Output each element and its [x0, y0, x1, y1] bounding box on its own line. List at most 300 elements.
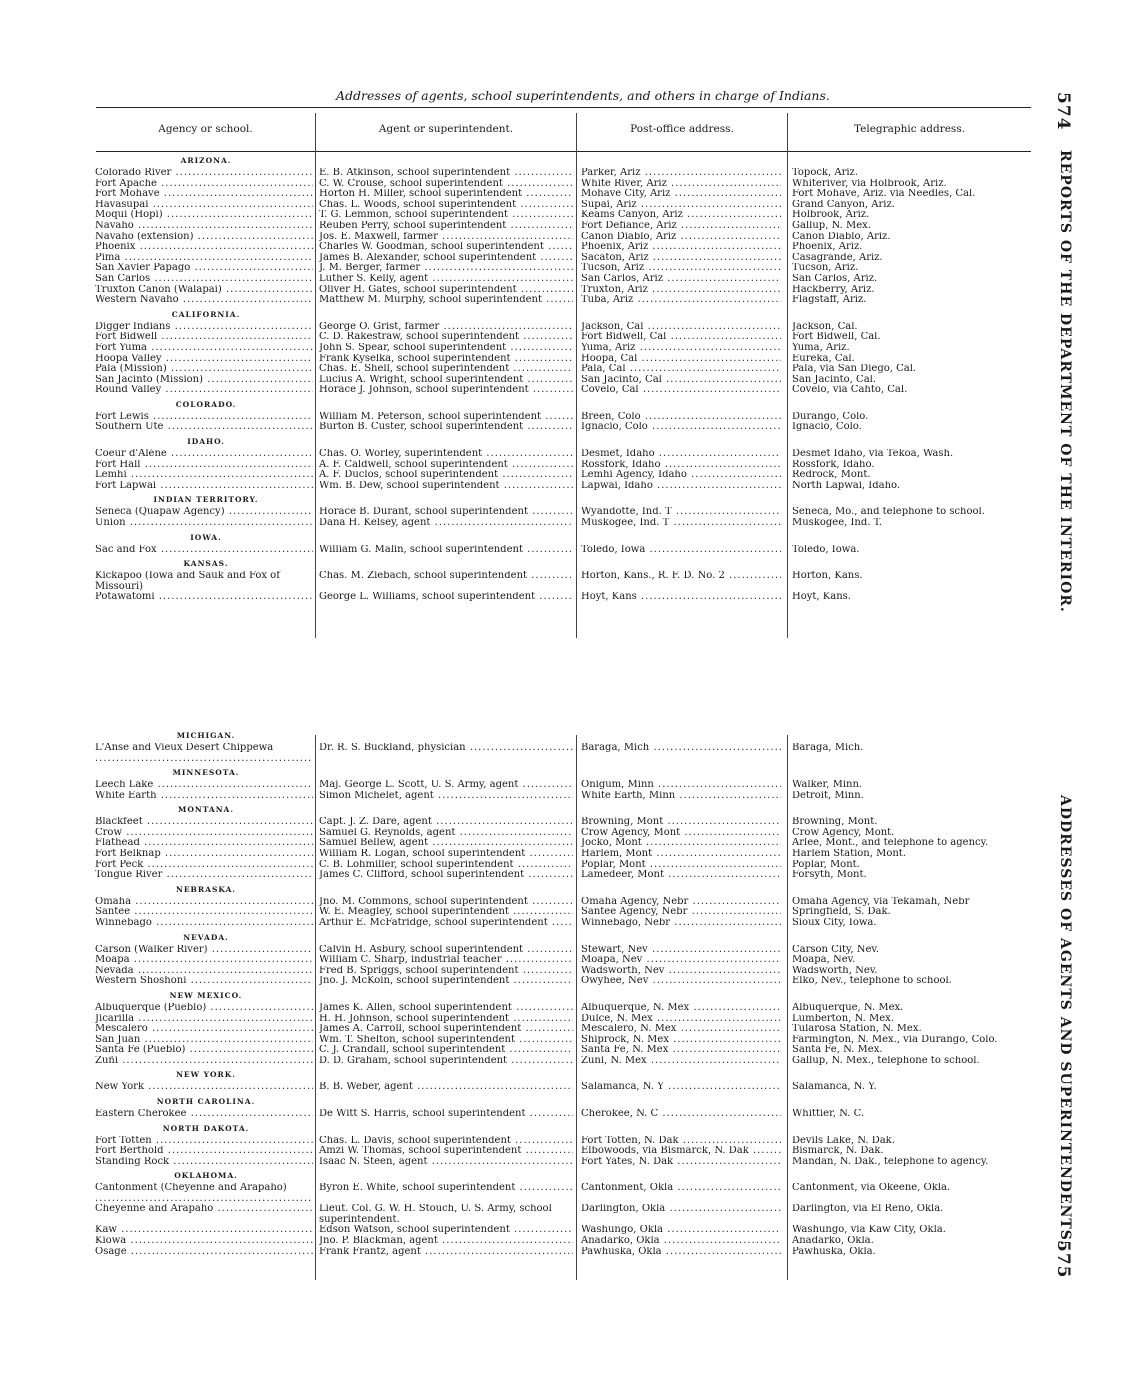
- agent-cell: B. B. Weber, agent .....: [319, 1082, 573, 1093]
- table-row: [95, 1183, 951, 1204]
- agent-cell: Frank Kyselka, school superintendent .....: [319, 354, 573, 365]
- agency-cell: Fort Bidwell .....: [95, 332, 313, 343]
- telegraph-cell: Hackberry, Ariz.: [792, 284, 875, 295]
- agency-cell: Western Shoshoni .....: [95, 976, 313, 987]
- table-row: [95, 321, 858, 333]
- table-row: [95, 1204, 944, 1226]
- table-row: [95, 1109, 865, 1120]
- agent-cell: T. G. Lemmon, school superintendent .....: [319, 210, 573, 221]
- table-row: [95, 374, 877, 386]
- post-office-cell: Pala, Cal .....: [581, 364, 781, 375]
- agent-cell: Fred B. Spriggs, school superintendent .....: [319, 966, 573, 977]
- state-heading: MONTANA.: [178, 805, 234, 815]
- agency-cell: Blackfeet .....: [95, 817, 313, 828]
- table-row: [95, 1236, 874, 1247]
- telegraph-cell: San Carlos, Ariz.: [792, 273, 878, 284]
- state-heading: CALIFORNIA.: [171, 309, 241, 319]
- agency-cell: San Carlos .....: [95, 274, 313, 285]
- table-caption: Addresses of agents, school superintendents, and others in charge of Indians.: [336, 88, 830, 103]
- agent-cell: Horace J. Johnson, school superintendent .....: [319, 385, 573, 396]
- table-row: [95, 411, 869, 423]
- post-office-cell: Parker, Ariz .....: [581, 168, 781, 179]
- agency-cell: Zuñi .....: [95, 1056, 313, 1067]
- telegraph-cell: Rossfork, Idaho.: [792, 459, 875, 470]
- table-row: [95, 965, 878, 977]
- table-row: [95, 544, 860, 556]
- table-row: [95, 189, 976, 200]
- table-row: [95, 1034, 998, 1046]
- post-office-cell: Lemhi Agency, Idaho .....: [581, 470, 781, 481]
- agency-cell: Cantonment (Cheyenne and Arapaho) .....: [95, 1183, 313, 1204]
- agency-cell: Phoenix .....: [95, 242, 313, 253]
- top-rule: [96, 107, 1031, 108]
- table-row: [95, 1045, 883, 1056]
- header-post-office: Post-office address.: [630, 123, 734, 135]
- telegraph-cell: Gallup, N. Mex., telephone to school.: [792, 1055, 980, 1066]
- page-number-left: 574: [1053, 92, 1073, 131]
- post-office-cell: Darlington, Okla .....: [581, 1204, 781, 1215]
- column-divider: [576, 113, 577, 638]
- table-row: [95, 859, 860, 871]
- table-row: [95, 896, 970, 908]
- agent-cell: Arthur E. McFatridge, school superintendent .....: [319, 918, 573, 929]
- post-office-cell: Horton, Kans., R. F. D. No. 2 .....: [581, 571, 781, 582]
- post-office-cell: San Jacinto, Cal .....: [581, 375, 781, 386]
- agent-cell: C. J. Crandall, school superintendent .....: [319, 1045, 573, 1056]
- agent-cell: Chas. M. Ziebach, school superintendent .....: [319, 571, 573, 582]
- agency-cell: Eastern Cherokee .....: [95, 1109, 313, 1120]
- post-office-cell: Lapwai, Idaho .....: [581, 481, 781, 492]
- agent-cell: Chas. E. Shell, school superintendent .....: [319, 364, 573, 375]
- agency-cell: Flathead .....: [95, 838, 313, 849]
- agency-cell: Nevada .....: [95, 966, 313, 977]
- state-heading: IDAHO.: [187, 437, 225, 447]
- post-office-cell: Phoenix, Ariz .....: [581, 242, 781, 253]
- agent-cell: Maj. George L. Scott, U. S. Army, agent .....: [319, 780, 573, 791]
- agency-cell: San Xavier Papago .....: [95, 263, 313, 274]
- agency-cell: Santa Fe (Pueblo) .....: [95, 1045, 313, 1056]
- agency-cell: Colorado River .....: [95, 168, 313, 179]
- telegraph-cell: San Jacinto, Cal.: [792, 374, 877, 385]
- running-head-addresses: ADDRESSES OF AGENTS AND SUPERINTENDENTS.: [1057, 795, 1073, 1247]
- header-telegraphic: Telegraphic address.: [853, 123, 966, 135]
- agency-cell: Digger Indians .....: [95, 322, 313, 333]
- telegraph-cell: North Lapwai, Idaho.: [792, 480, 901, 491]
- table-row: [95, 199, 895, 211]
- agent-cell: Jos. E. Maxwell, farmer .....: [319, 232, 573, 243]
- table-row: [95, 1146, 884, 1157]
- post-office-cell: Canon Diablo, Ariz .....: [581, 232, 781, 243]
- agency-cell: Cheyenne and Arapaho .....: [95, 1204, 313, 1215]
- agency-cell: Southern Ute .....: [95, 422, 313, 433]
- agent-cell: Jno. P. Blackman, agent .....: [319, 1236, 573, 1247]
- table-row: [95, 518, 883, 529]
- post-office-cell: Mohave City, Ariz .....: [581, 189, 781, 200]
- agency-cell: New York .....: [95, 1082, 313, 1093]
- agency-cell: Round Valley .....: [95, 385, 313, 396]
- agency-cell: Carson (Walker River) .....: [95, 945, 313, 956]
- post-office-cell: Rossfork, Idaho .....: [581, 460, 781, 471]
- agent-cell: De Witt S. Harris, school superintendent .....: [319, 1109, 573, 1120]
- telegraph-cell: Carson City, Nev.: [792, 944, 880, 955]
- agency-cell: San Juan .....: [95, 1035, 313, 1046]
- agent-cell: W. E. Meagley, school superintendent .....: [319, 907, 573, 918]
- table-row: [95, 1082, 877, 1093]
- agent-cell: Chas. L. Davis, school superintendent .....: [319, 1136, 573, 1147]
- agent-cell: George O. Grist, farmer .....: [319, 322, 573, 333]
- telegraph-cell: Baraga, Mich.: [792, 743, 864, 753]
- state-heading: MICHIGAN.: [176, 731, 236, 740]
- header-agent: Agent or superintendent.: [378, 123, 514, 135]
- table-row: [95, 817, 878, 828]
- telegraph-cell: Santa Fe, N. Mex.: [792, 1045, 883, 1056]
- agency-cell: Albuquerque (Pueblo) .....: [95, 1003, 313, 1014]
- telegraph-cell: Elko, Nev., telephone to school.: [792, 976, 952, 987]
- telegraph-cell: Washungo, via Kaw City, Okla.: [792, 1225, 946, 1236]
- agent-cell: D. D. Graham, school superintendent .....: [319, 1056, 573, 1067]
- post-office-cell: White Earth, Minn .....: [581, 791, 781, 802]
- post-office-cell: Pawhuska, Okla .....: [581, 1247, 781, 1258]
- table-row: [95, 220, 871, 232]
- telegraph-cell: Anadarko, Okla.: [792, 1236, 874, 1247]
- telegraph-cell: Browning, Mont.: [792, 817, 878, 828]
- agency-cell: Lemhi .....: [95, 470, 313, 481]
- table-row: [95, 231, 891, 243]
- state-heading: NEW MEXICO.: [169, 990, 243, 1000]
- agency-cell: White Earth .....: [95, 791, 313, 802]
- telegraph-cell: Eureka, Cal.: [792, 353, 855, 364]
- table-row: [95, 263, 859, 274]
- state-heading: COLORADO.: [175, 399, 237, 409]
- telegraph-cell: Mandan, N. Dak., telephone to agency.: [792, 1156, 989, 1167]
- agent-cell: A. F. Duclos, school superintendent .....: [319, 470, 573, 481]
- agency-cell: Sac and Fox .....: [95, 545, 313, 556]
- agency-cell: Tongue River .....: [95, 870, 313, 881]
- table-row: [95, 1013, 894, 1025]
- post-office-cell: Omaha Agency, Nebr .....: [581, 897, 781, 908]
- agent-cell: Dr. R. S. Buckland, physician .....: [319, 743, 573, 754]
- telegraph-cell: Omaha Agency, via Tekamah, Nebr: [792, 896, 970, 907]
- agency-cell: Santee .....: [95, 907, 313, 918]
- post-office-cell: Tucson, Ariz .....: [581, 263, 781, 274]
- state-heading: IOWA.: [190, 532, 222, 542]
- agency-cell: Omaha .....: [95, 897, 313, 908]
- agency-cell: Fort Mohave .....: [95, 189, 313, 200]
- table-row: [95, 295, 867, 306]
- state-heading: MINNESOTA.: [172, 768, 240, 777]
- telegraph-cell: Pala, via San Diego, Cal.: [792, 364, 917, 375]
- telegraph-cell: Pawhuska, Okla.: [792, 1246, 876, 1257]
- table-row: [95, 353, 855, 365]
- agent-cell: Jno. M. Commons, school superintendent .....: [319, 897, 573, 908]
- agent-cell: Horace B. Durant, school superintendent .....: [319, 507, 573, 518]
- post-office-cell: Muskogee, Ind. T .....: [581, 518, 781, 529]
- state-heading: KANSAS.: [183, 559, 229, 569]
- agent-cell: William C. Sharp, industrial teacher .....: [319, 955, 573, 966]
- agency-cell: Union .....: [95, 518, 313, 529]
- post-office-cell: Fort Yates, N. Dak .....: [581, 1157, 781, 1168]
- agency-cell: Seneca (Quapaw Agency) .....: [95, 507, 313, 518]
- agent-cell: Isaac N. Steen, agent .....: [319, 1157, 573, 1168]
- telegraph-cell: Holbrook, Ariz.: [792, 210, 870, 221]
- agent-cell: C. W. Crouse, school superintendent .....: [319, 179, 573, 190]
- agency-cell: Jicarilla .....: [95, 1014, 313, 1025]
- agency-cell: Mescalero .....: [95, 1024, 313, 1035]
- agent-cell: William G. Malin, school superintendent .....: [319, 545, 573, 556]
- telegraph-cell: Moapa, Nev.: [792, 955, 856, 966]
- agency-cell: Fort Totten .....: [95, 1136, 313, 1147]
- post-office-cell: Baraga, Mich .....: [581, 743, 781, 754]
- agency-cell: Kickapoo (Iowa and Sauk and Fox of Missouri) .....: [95, 571, 313, 592]
- table-row: [95, 1055, 980, 1067]
- telegraph-cell: Covelo, via Cahto, Cal.: [792, 385, 908, 396]
- table-row: [95, 273, 878, 285]
- agent-cell: Charles W. Goodman, school superintendent .....: [319, 242, 573, 253]
- table-row: [95, 252, 883, 264]
- telegraph-cell: Albuquerque, N. Mex.: [792, 1002, 904, 1013]
- agency-cell: Pala (Mission) .....: [95, 364, 313, 375]
- running-head-department: REPORTS OF THE DEPARTMENT OF THE INTERIOR.: [1057, 150, 1073, 613]
- post-office-cell: Santa Fe, N. Mex .....: [581, 1045, 781, 1056]
- telegraph-cell: Poplar, Mont.: [792, 859, 860, 870]
- agent-cell: Oliver H. Gates, school superintendent .....: [319, 285, 573, 296]
- agent-cell: Capt. J. Z. Dare, agent .....: [319, 817, 573, 828]
- post-office-cell: Dulce, N. Mex .....: [581, 1014, 781, 1025]
- post-office-cell: Anadarko, Okla .....: [581, 1236, 781, 1247]
- post-office-cell: Tuba, Ariz .....: [581, 295, 781, 306]
- telegraph-cell: Durango, Colo.: [792, 411, 869, 422]
- table-row: [95, 870, 867, 881]
- table-row: [95, 592, 851, 603]
- column-divider: [787, 735, 788, 1280]
- table-row: [95, 210, 870, 221]
- state-heading: NEVADA.: [183, 932, 229, 942]
- post-office-cell: Wadsworth, Nev .....: [581, 966, 781, 977]
- post-office-cell: Desmet, Idaho .....: [581, 449, 781, 460]
- telegraph-cell: Crow Agency, Mont.: [792, 827, 895, 838]
- agency-cell: San Jacinto (Mission) .....: [95, 375, 313, 386]
- agent-cell: J. M. Berger, farmer .....: [319, 263, 573, 274]
- agency-cell: Kiowa .....: [95, 1236, 313, 1247]
- table-row: [95, 242, 863, 253]
- table-row: [95, 827, 895, 839]
- post-office-cell: Breen, Colo .....: [581, 412, 781, 423]
- post-office-cell: Salamanca, N. Y .....: [581, 1082, 781, 1093]
- telegraph-cell: Grand Canyon, Ariz.: [792, 199, 895, 210]
- agent-cell: Luther S. Kelly, agent .....: [319, 274, 573, 285]
- post-office-cell: Yuma, Ariz .....: [581, 343, 781, 354]
- telegraph-cell: Gallup, N. Mex.: [792, 220, 871, 231]
- post-office-cell: Mescalero, N. Mex .....: [581, 1024, 781, 1035]
- agent-cell: C. D. Rakestraw, school superintendent .....: [319, 332, 573, 343]
- agency-cell: Kaw .....: [95, 1225, 313, 1236]
- agent-cell: Lieut. Col. G. W. H. Stouch, U. S. Army, school superintendent. .....: [319, 1204, 573, 1225]
- post-office-cell: Truxton, Ariz .....: [581, 285, 781, 296]
- agency-cell: Fort Peck .....: [95, 860, 313, 871]
- telegraph-cell: Detroit, Minn.: [792, 790, 864, 801]
- agency-cell: Fort Hall .....: [95, 460, 313, 471]
- agent-cell: C. B. Lohmiller, school superintendent .....: [319, 860, 573, 871]
- post-office-cell: Elbowoods, via Bismarck, N. Dak .....: [581, 1146, 781, 1157]
- telegraph-cell: Muskogee, Ind. T.: [792, 518, 883, 529]
- telegraph-cell: Lumberton, N. Mex.: [792, 1013, 894, 1024]
- table-row: [95, 838, 989, 849]
- telegraph-cell: Cantonment, via Okeene, Okla.: [792, 1183, 951, 1194]
- telegraph-cell: Desmet Idaho, via Tekoa, Wash.: [792, 449, 954, 460]
- agency-cell: Leech Lake .....: [95, 780, 313, 791]
- agency-cell: Potawatomi .....: [95, 592, 313, 603]
- telegraph-cell: Springfield, S. Dak.: [792, 907, 891, 918]
- table-row: [95, 1135, 895, 1147]
- agency-cell: Fort Lewis .....: [95, 412, 313, 423]
- state-heading: INDIAN TERRITORY.: [153, 495, 259, 505]
- agent-cell: Lucius A. Wright, school superintendent .....: [319, 375, 573, 386]
- agent-cell: Reuben Perry, school superintendent .....: [319, 221, 573, 232]
- telegraph-cell: Jackson, Cal.: [792, 321, 858, 332]
- agent-cell: Simon Michelet, agent .....: [319, 791, 573, 802]
- table-row: [95, 470, 871, 481]
- agency-cell: Hoopa Valley .....: [95, 354, 313, 365]
- agent-cell: George L. Williams, school superintendent .....: [319, 592, 573, 603]
- table-row: [95, 385, 908, 396]
- post-office-cell: Covelo, Cal .....: [581, 385, 781, 396]
- telegraph-cell: Darlington, via El Reno, Okla.: [792, 1204, 944, 1215]
- post-office-cell: Shiprock, N. Mex .....: [581, 1035, 781, 1046]
- agency-cell: Pima .....: [95, 253, 313, 264]
- post-office-cell: Stewart, Nev .....: [581, 945, 781, 956]
- agent-cell: H. H. Johnson, school superintendent .....: [319, 1014, 573, 1025]
- post-office-cell: Fort Defiance, Ariz .....: [581, 221, 781, 232]
- telegraph-cell: Farmington, N. Mex., via Durango, Colo.: [792, 1034, 998, 1045]
- agent-cell: E. B. Atkinson, school superintendent .....: [319, 168, 573, 179]
- post-office-cell: Lamedeer, Mont .....: [581, 870, 781, 881]
- agent-cell: Horton H. Miller, school superintendent .....: [319, 189, 573, 200]
- agency-cell: Navaho (extension) .....: [95, 232, 313, 243]
- table-row: [95, 944, 880, 956]
- state-heading: OKLAHOMA.: [174, 1171, 238, 1181]
- agency-cell: Truxton Canon (Walapai) .....: [95, 285, 313, 296]
- telegraph-cell: Wadsworth, Nev.: [792, 965, 878, 976]
- telegraph-cell: Fort Bidwell, Cal.: [792, 332, 881, 343]
- agent-cell: James C. Clifford, school superintendent .....: [319, 870, 573, 881]
- post-office-cell: Poplar, Mont .....: [581, 860, 781, 871]
- post-office-cell: Jocko, Mont .....: [581, 838, 781, 849]
- telegraph-cell: Topock, Ariz.: [792, 168, 859, 178]
- telegraph-cell: Whiteriver, via Holbrook, Ariz.: [792, 178, 947, 189]
- table-row: [95, 1156, 989, 1168]
- table-row: [95, 1246, 876, 1258]
- agent-cell: James A. Carroll, school superintendent .....: [319, 1024, 573, 1035]
- agent-cell: Samuel G. Reynolds, agent .....: [319, 828, 573, 839]
- telegraph-cell: Walker, Minn.: [792, 780, 863, 790]
- post-office-cell: Crow Agency, Mont .....: [581, 828, 781, 839]
- post-office-cell: Cantonment, Okla .....: [581, 1183, 781, 1194]
- agent-cell: Wm. B. Dew, school superintendent .....: [319, 481, 573, 492]
- telegraph-cell: Forsyth, Mont.: [792, 870, 867, 881]
- telegraph-cell: Bismarck, N. Dak.: [792, 1146, 884, 1157]
- table-row: [95, 917, 877, 929]
- table-row: [95, 976, 952, 987]
- agency-cell: Western Navaho .....: [95, 295, 313, 306]
- telegraph-cell: Hoyt, Kans.: [792, 592, 851, 603]
- state-heading: NORTH DAKOTA.: [162, 1123, 250, 1133]
- agent-cell: Chas. O. Worley, superintendent .....: [319, 449, 573, 460]
- table-row: [95, 364, 917, 375]
- header-agency: Agency or school.: [158, 123, 253, 135]
- table-row: [95, 1002, 904, 1014]
- post-office-cell: Browning, Mont .....: [581, 817, 781, 828]
- agency-cell: Standing Rock .....: [95, 1157, 313, 1168]
- agency-cell: Fort Yuma .....: [95, 343, 313, 354]
- post-office-cell: Harlem, Mont .....: [581, 849, 781, 860]
- agent-cell: James B. Alexander, school superintendent .....: [319, 253, 573, 264]
- telegraph-cell: Horton, Kans.: [792, 571, 863, 582]
- agency-cell: Osage .....: [95, 1247, 313, 1258]
- telegraph-cell: Whittier, N. C.: [792, 1109, 865, 1120]
- agent-cell: Jno. J. McKoin, school superintendent .....: [319, 976, 573, 987]
- state-heading: NORTH CAROLINA.: [156, 1097, 256, 1107]
- agency-cell: Winnebago .....: [95, 918, 313, 929]
- post-office-cell: White River, Ariz .....: [581, 179, 781, 190]
- agent-cell: Chas. L. Woods, school superintendent .....: [319, 200, 573, 211]
- agent-cell: Byron E. White, school superintendent .....: [319, 1183, 573, 1194]
- state-heading: NEW YORK.: [176, 1070, 236, 1080]
- post-office-cell: Winnebago, Nebr .....: [581, 918, 781, 929]
- telegraph-cell: Fort Mohave, Ariz. via Needles, Cal.: [792, 189, 976, 200]
- post-office-cell: Washungo, Okla .....: [581, 1225, 781, 1236]
- post-office-cell: Wyandotte, Ind. T .....: [581, 507, 781, 518]
- page-number-right: 575: [1053, 1240, 1073, 1279]
- telegraph-cell: Canon Diablo, Ariz.: [792, 231, 891, 242]
- post-office-cell: Zuni, N. Mex .....: [581, 1056, 781, 1067]
- telegraph-cell: Sioux City, Iowa.: [792, 917, 877, 928]
- agent-cell: Wm. T. Shelton, school superintendent .....: [319, 1035, 573, 1046]
- post-office-cell: Onigum, Minn .....: [581, 780, 781, 791]
- table-block-lower: [95, 727, 998, 1257]
- post-office-cell: Cherokee, N. C .....: [581, 1109, 781, 1120]
- agent-cell: William R. Logan, school superintendent .....: [319, 849, 573, 860]
- telegraph-cell: Casagrande, Ariz.: [792, 252, 883, 263]
- telegraph-cell: Phoenix, Ariz.: [792, 242, 863, 253]
- post-office-cell: Hoopa, Cal .....: [581, 354, 781, 365]
- agency-cell: Fort Apache .....: [95, 179, 313, 190]
- column-divider: [576, 735, 577, 1280]
- table-row: [95, 780, 863, 791]
- telegraph-cell: Arlee, Mont., and telephone to agency.: [792, 838, 989, 849]
- post-office-cell: Owyhee, Nev .....: [581, 976, 781, 987]
- telegraph-cell: Harlem Station, Mont.: [792, 848, 907, 859]
- post-office-cell: Ignacio, Colo .....: [581, 422, 781, 433]
- table-row: [95, 422, 862, 433]
- table-row: [95, 332, 881, 343]
- table-row: [95, 955, 856, 966]
- table-row: [95, 790, 864, 802]
- post-office-cell: Fort Bidwell, Cal .....: [581, 332, 781, 343]
- state-heading: ARIZONA.: [180, 156, 232, 165]
- table-row: [95, 449, 954, 460]
- agency-cell: Havasupai .....: [95, 200, 313, 211]
- agency-cell: L'Anse and Vieux Désert Chippewa .....: [95, 743, 313, 764]
- post-office-cell: Hoyt, Kans .....: [581, 592, 781, 603]
- table-row: [95, 342, 850, 354]
- agency-cell: Moapa .....: [95, 955, 313, 966]
- post-office-cell: San Carlos, Ariz .....: [581, 274, 781, 285]
- agency-cell: Fort Belknap .....: [95, 849, 313, 860]
- table-block-upper: [95, 152, 985, 603]
- post-office-cell: Santee Agency, Nebr .....: [581, 907, 781, 918]
- agent-cell: Dana H. Kelsey, agent .....: [319, 518, 573, 529]
- table-row: [95, 459, 875, 471]
